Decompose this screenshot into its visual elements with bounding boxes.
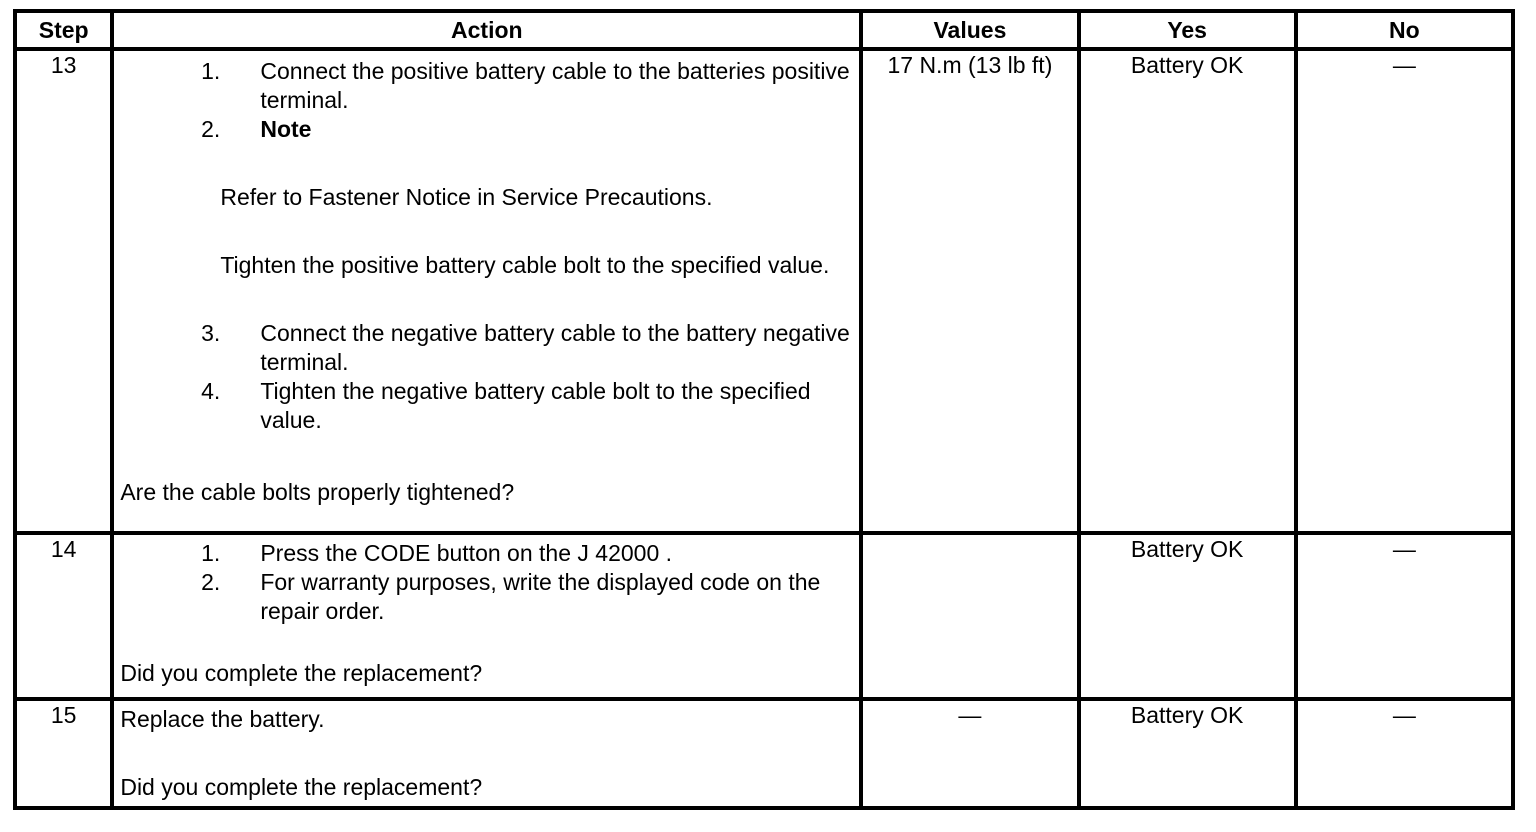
question-text: Did you complete the replacement? <box>120 774 483 800</box>
action-cell <box>112 533 861 699</box>
action-text: Replace the battery. <box>120 706 325 732</box>
step-cell: 14 <box>15 533 112 699</box>
step-cell: 13 <box>15 49 112 533</box>
values-cell: 17 N.m (13 lb ft) <box>861 49 1078 533</box>
action-cell <box>112 49 861 533</box>
list-item: 3. Connect the negative battery cable to the battery negative terminal. <box>201 320 850 375</box>
note-label: Note <box>260 116 312 142</box>
action-cell <box>112 699 861 808</box>
table-row <box>15 699 1513 808</box>
yes-cell: Battery OK <box>1079 699 1296 808</box>
header-yes: Yes <box>1079 11 1296 49</box>
header-action: Action <box>112 11 861 49</box>
list-item: 4. Tighten the negative battery cable bolt to the specified value. <box>201 378 811 433</box>
question-text: Are the cable bolts properly tightened? <box>120 479 515 505</box>
step-cell: 15 <box>15 699 112 808</box>
list-item: 1. Connect the positive battery cable to the batteries positive terminal. <box>201 58 850 113</box>
no-cell: — <box>1296 533 1513 699</box>
header-values: Values <box>861 11 1078 49</box>
list-item-text: Tighten the positive battery cable bolt to the specified value. <box>220 252 830 278</box>
values-cell: — <box>861 699 1078 808</box>
table-row <box>15 533 1513 699</box>
yes-cell: Battery OK <box>1079 533 1296 699</box>
list-item: 2. Note <box>120 115 853 144</box>
list-item: 2. For warranty purposes, write the displayed code on the repair order. <box>201 569 821 624</box>
no-cell: — <box>1296 49 1513 533</box>
diagnostic-table <box>13 9 1515 810</box>
list-item: 1. Press the CODE button on the J 42000 . <box>201 540 673 566</box>
header-no: No <box>1296 11 1513 49</box>
header-row <box>15 11 1513 49</box>
header-step: Step <box>15 11 112 49</box>
note-text: Refer to Fastener Notice in Service Precautions. <box>220 184 713 210</box>
no-cell: — <box>1296 699 1513 808</box>
yes-cell: Battery OK <box>1079 49 1296 533</box>
question-text: Did you complete the replacement? <box>120 660 483 686</box>
table-row <box>15 49 1513 533</box>
values-cell <box>861 533 1078 699</box>
